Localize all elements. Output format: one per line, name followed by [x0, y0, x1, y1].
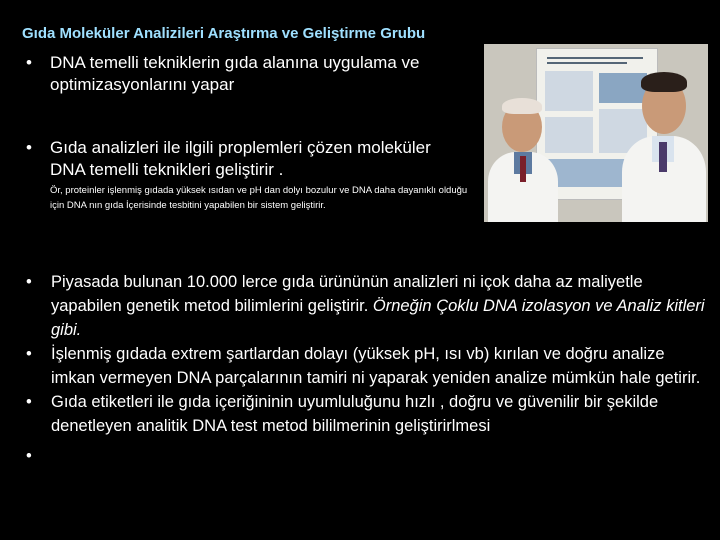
top-bullet-2	[26, 137, 466, 181]
top-bullet-1-text: DNA temelli tekniklerin gıda alanına uygulama ve optimizasyonlarını yapar	[50, 53, 420, 94]
slide-title: Gıda Moleküler Analizileri Araştırma ve Geliştirme Grubu	[22, 25, 426, 42]
list-item	[26, 390, 706, 438]
example-note: Ör, proteinler işlenmiş gıdada yüksek ısıdan ve pH dan dolyı bozulur ve DNA daha dayanıklı olduğu için DNA nın gıda İçerisinde tesbitini yapabilen bir sistem geliştirir.	[50, 185, 468, 211]
bullet-dot: •	[26, 345, 32, 363]
list-item-1-italic: Örneğin Çoklu DNA izolasyon ve Analiz kitleri gibi.	[51, 297, 705, 339]
list-item-4-text	[51, 444, 706, 468]
list-item-2-text: İşlenmiş gıdada extrem şartlardan dolayı (yüksek pH, ısı vb) kırılan ve doğru analize imkan vermeyen DNA parçalarının tamiri ni yaparak yeniden analize mümkün hale getirir.	[51, 345, 701, 387]
bullet-dot: •	[26, 138, 32, 157]
bullet-dot: •	[26, 53, 32, 72]
list-item	[26, 342, 706, 390]
top-bullet-1	[26, 52, 466, 96]
bullet-dot: •	[26, 393, 32, 411]
bullet-dot: •	[26, 447, 32, 465]
list-item-1-text: Piyasada bulunan 10.000 lerce gıda ürününün analizleri ni içok daha az maliyetle yapabilen genetik metod bilimlerini geliştirir.	[51, 273, 643, 315]
list-item	[26, 444, 706, 468]
bullet-list	[26, 270, 706, 468]
two-researchers-photo-icon	[484, 44, 708, 222]
list-item-3-text: Gıda etiketleri ile gıda içeriğininin uyumluluğunu hızlı , doğru ve güvenilir bir şekilde denetleyen analitik DNA test metod bililmerinin geliştirirlmesi	[51, 393, 659, 435]
researcher-right	[484, 44, 708, 222]
bullet-dot: •	[26, 273, 32, 291]
top-bullet-2-text: Gıda analizleri ile ilgili proplemleri çözen moleküler DNA temelli teknikleri geliştirir .	[50, 138, 431, 179]
list-item	[26, 270, 706, 342]
list-item-text	[51, 270, 706, 342]
